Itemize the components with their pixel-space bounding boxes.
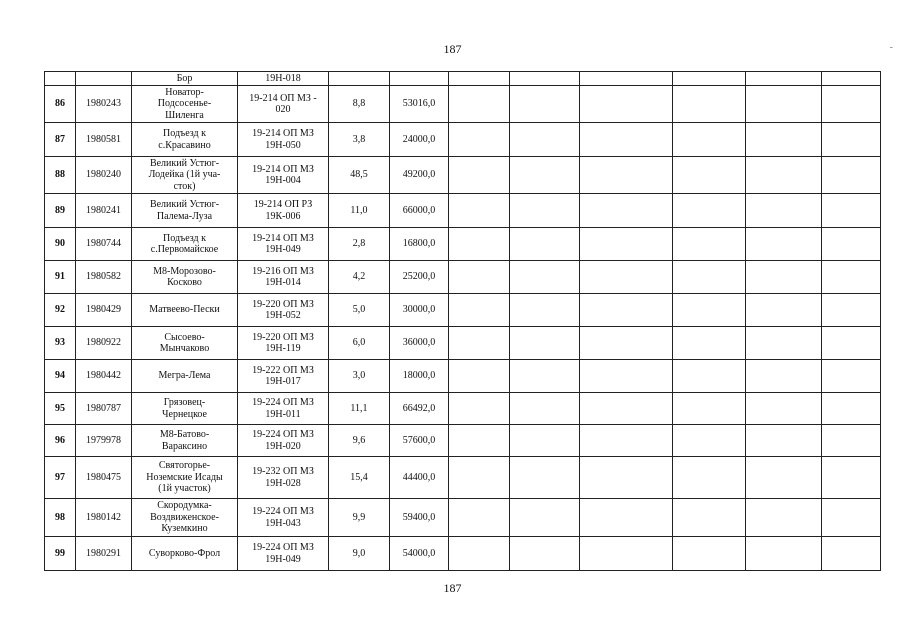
empty-cell xyxy=(580,425,673,457)
id-cell: 1980922 xyxy=(76,327,132,360)
empty-cell xyxy=(580,72,673,86)
empty-cell xyxy=(449,537,510,571)
empty-cell xyxy=(822,327,881,360)
empty-cell xyxy=(746,499,822,537)
table-row-top xyxy=(45,72,881,86)
row-number-cell: 97 xyxy=(45,457,76,499)
road-code-cell: 19-214 ОП МЗ 19Н-049 xyxy=(238,228,329,261)
empty-cell xyxy=(822,123,881,157)
amount-cell: 24000,0 xyxy=(390,123,449,157)
row-number-cell: 86 xyxy=(45,86,76,123)
row-number-cell: 89 xyxy=(45,194,76,228)
amount-cell: 18000,0 xyxy=(390,360,449,393)
empty-cell xyxy=(822,457,881,499)
road-name-cell: Мегра-Лема xyxy=(132,360,238,393)
id-cell: 1980787 xyxy=(76,393,132,425)
road-code-cell: 19-224 ОП МЗ 19Н-020 xyxy=(238,425,329,457)
road-name-cell: Новатор- Подсосенье- Шиленга xyxy=(132,86,238,123)
empty-cell xyxy=(449,499,510,537)
empty-cell xyxy=(822,194,881,228)
road-name-cell: Суворково-Фрол xyxy=(132,537,238,571)
length-cell xyxy=(329,72,390,86)
roads-table xyxy=(44,71,881,571)
empty-cell xyxy=(822,393,881,425)
empty-cell xyxy=(746,72,822,86)
road-name-cell: М8-Батово- Вараксино xyxy=(132,425,238,457)
empty-cell xyxy=(580,228,673,261)
empty-cell xyxy=(580,327,673,360)
road-name-cell: Бор xyxy=(132,72,238,86)
empty-cell xyxy=(510,457,580,499)
length-cell: 4,2 xyxy=(329,261,390,294)
amount-cell: 36000,0 xyxy=(390,327,449,360)
empty-cell xyxy=(746,393,822,425)
length-cell: 6,0 xyxy=(329,327,390,360)
id-cell xyxy=(76,72,132,86)
empty-cell xyxy=(822,294,881,327)
amount-cell: 25200,0 xyxy=(390,261,449,294)
empty-cell xyxy=(510,327,580,360)
row-number-cell: 93 xyxy=(45,327,76,360)
empty-cell xyxy=(510,537,580,571)
amount-cell: 49200,0 xyxy=(390,157,449,194)
empty-cell xyxy=(746,360,822,393)
road-code-cell: 19-220 ОП МЗ 19Н-052 xyxy=(238,294,329,327)
empty-cell xyxy=(449,123,510,157)
road-code-cell: 19-216 ОП МЗ 19Н-014 xyxy=(238,261,329,294)
id-cell: 1980442 xyxy=(76,360,132,393)
row-number-cell: 95 xyxy=(45,393,76,425)
id-cell: 1980142 xyxy=(76,499,132,537)
empty-cell xyxy=(510,360,580,393)
empty-cell xyxy=(673,425,746,457)
amount-cell xyxy=(390,72,449,86)
road-code-cell: 19Н-018 xyxy=(238,72,329,86)
empty-cell xyxy=(449,86,510,123)
row-number-cell: 90 xyxy=(45,228,76,261)
road-code-cell: 19-222 ОП МЗ 19Н-017 xyxy=(238,360,329,393)
empty-cell xyxy=(673,327,746,360)
amount-cell: 53016,0 xyxy=(390,86,449,123)
road-name-cell: Грязовец- Чернецкое xyxy=(132,393,238,425)
empty-cell xyxy=(746,261,822,294)
amount-cell: 44400,0 xyxy=(390,457,449,499)
id-cell: 1980475 xyxy=(76,457,132,499)
empty-cell xyxy=(449,294,510,327)
row-number-cell: 96 xyxy=(45,425,76,457)
road-code-cell: 19-214 ОП МЗ 19Н-004 xyxy=(238,157,329,194)
empty-cell xyxy=(580,157,673,194)
id-cell: 1980240 xyxy=(76,157,132,194)
id-cell: 1979978 xyxy=(76,425,132,457)
table-row xyxy=(45,499,881,537)
empty-cell xyxy=(746,123,822,157)
amount-cell: 59400,0 xyxy=(390,499,449,537)
table-row xyxy=(45,327,881,360)
table-row xyxy=(45,86,881,123)
row-number-cell: 98 xyxy=(45,499,76,537)
empty-cell xyxy=(580,499,673,537)
empty-cell xyxy=(580,86,673,123)
table-row xyxy=(45,457,881,499)
length-cell: 2,8 xyxy=(329,228,390,261)
amount-cell: 16800,0 xyxy=(390,228,449,261)
road-name-cell: Святогорье- Ноземские Исады (1й участок) xyxy=(132,457,238,499)
road-code-cell: 19-220 ОП МЗ 19Н-119 xyxy=(238,327,329,360)
empty-cell xyxy=(822,537,881,571)
empty-cell xyxy=(673,86,746,123)
empty-cell xyxy=(746,327,822,360)
empty-cell xyxy=(449,360,510,393)
empty-cell xyxy=(673,360,746,393)
empty-cell xyxy=(673,228,746,261)
amount-cell: 30000,0 xyxy=(390,294,449,327)
empty-cell xyxy=(580,194,673,228)
road-name-cell: Великий Устюг- Палема-Луза xyxy=(132,194,238,228)
length-cell: 11,0 xyxy=(329,194,390,228)
table-row xyxy=(45,537,881,571)
id-cell: 1980581 xyxy=(76,123,132,157)
length-cell: 3,0 xyxy=(329,360,390,393)
empty-cell xyxy=(673,261,746,294)
id-cell: 1980744 xyxy=(76,228,132,261)
length-cell: 9,6 xyxy=(329,425,390,457)
table-row xyxy=(45,425,881,457)
amount-cell: 54000,0 xyxy=(390,537,449,571)
table-row xyxy=(45,157,881,194)
amount-cell: 57600,0 xyxy=(390,425,449,457)
page-number-bottom: 187 xyxy=(443,581,462,595)
empty-cell xyxy=(673,537,746,571)
empty-cell xyxy=(673,393,746,425)
road-code-cell: 19-214 ОП РЗ 19К-006 xyxy=(238,194,329,228)
row-number-cell xyxy=(45,72,76,86)
empty-cell xyxy=(449,72,510,86)
road-code-cell: 19-214 ОП МЗ 19Н-050 xyxy=(238,123,329,157)
empty-cell xyxy=(510,261,580,294)
empty-cell xyxy=(510,72,580,86)
empty-cell xyxy=(673,72,746,86)
road-code-cell: 19-232 ОП МЗ 19Н-028 xyxy=(238,457,329,499)
road-name-cell: Подъезд к с.Первомайское xyxy=(132,228,238,261)
empty-cell xyxy=(510,499,580,537)
id-cell: 1980291 xyxy=(76,537,132,571)
empty-cell xyxy=(510,393,580,425)
empty-cell xyxy=(580,261,673,294)
empty-cell xyxy=(746,194,822,228)
table-row xyxy=(45,194,881,228)
empty-cell xyxy=(673,499,746,537)
id-cell: 1980429 xyxy=(76,294,132,327)
margin-mark: - xyxy=(889,42,893,53)
road-name-cell: Великий Устюг- Лодейка (1й уча- сток) xyxy=(132,157,238,194)
table-row xyxy=(45,261,881,294)
table-row xyxy=(45,393,881,425)
id-cell: 1980243 xyxy=(76,86,132,123)
road-code-cell: 19-224 ОП МЗ 19Н-049 xyxy=(238,537,329,571)
empty-cell xyxy=(449,393,510,425)
length-cell: 15,4 xyxy=(329,457,390,499)
empty-cell xyxy=(510,294,580,327)
empty-cell xyxy=(449,261,510,294)
table-row xyxy=(45,294,881,327)
empty-cell xyxy=(449,228,510,261)
amount-cell: 66000,0 xyxy=(390,194,449,228)
empty-cell xyxy=(746,157,822,194)
empty-cell xyxy=(510,86,580,123)
table-body xyxy=(45,72,881,571)
empty-cell xyxy=(580,393,673,425)
id-cell: 1980241 xyxy=(76,194,132,228)
empty-cell xyxy=(673,123,746,157)
road-code-cell: 19-224 ОП МЗ 19Н-043 xyxy=(238,499,329,537)
road-name-cell: Сысоево- Мынчаково xyxy=(132,327,238,360)
empty-cell xyxy=(822,157,881,194)
empty-cell xyxy=(822,360,881,393)
empty-cell xyxy=(449,327,510,360)
length-cell: 5,0 xyxy=(329,294,390,327)
amount-cell: 66492,0 xyxy=(390,393,449,425)
empty-cell xyxy=(510,228,580,261)
table-row xyxy=(45,228,881,261)
empty-cell xyxy=(746,457,822,499)
road-name-cell: Матвеево-Пески xyxy=(132,294,238,327)
road-name-cell: М8-Морозово- Косково xyxy=(132,261,238,294)
empty-cell xyxy=(822,228,881,261)
id-cell: 1980582 xyxy=(76,261,132,294)
empty-cell xyxy=(822,425,881,457)
road-name-cell: Скородумка- Воздвиженское- Куземкино xyxy=(132,499,238,537)
empty-cell xyxy=(449,425,510,457)
empty-cell xyxy=(580,537,673,571)
length-cell: 9,0 xyxy=(329,537,390,571)
empty-cell xyxy=(673,194,746,228)
empty-cell xyxy=(510,123,580,157)
empty-cell xyxy=(822,86,881,123)
row-number-cell: 99 xyxy=(45,537,76,571)
empty-cell xyxy=(746,537,822,571)
length-cell: 9,9 xyxy=(329,499,390,537)
empty-cell xyxy=(449,194,510,228)
length-cell: 8,8 xyxy=(329,86,390,123)
empty-cell xyxy=(746,228,822,261)
empty-cell xyxy=(822,499,881,537)
empty-cell xyxy=(673,157,746,194)
road-code-cell: 19-224 ОП МЗ 19Н-011 xyxy=(238,393,329,425)
row-number-cell: 92 xyxy=(45,294,76,327)
empty-cell xyxy=(822,261,881,294)
road-code-cell: 19-214 ОП МЗ - 020 xyxy=(238,86,329,123)
empty-cell xyxy=(510,425,580,457)
page-number-top: 187 xyxy=(443,42,462,56)
length-cell: 11,1 xyxy=(329,393,390,425)
empty-cell xyxy=(510,194,580,228)
empty-cell xyxy=(580,457,673,499)
row-number-cell: 94 xyxy=(45,360,76,393)
empty-cell xyxy=(746,425,822,457)
road-name-cell: Подъезд к с.Красавино xyxy=(132,123,238,157)
empty-cell xyxy=(673,457,746,499)
length-cell: 48,5 xyxy=(329,157,390,194)
row-number-cell: 87 xyxy=(45,123,76,157)
empty-cell xyxy=(580,294,673,327)
empty-cell xyxy=(510,157,580,194)
row-number-cell: 88 xyxy=(45,157,76,194)
empty-cell xyxy=(822,72,881,86)
table-row xyxy=(45,360,881,393)
empty-cell xyxy=(673,294,746,327)
empty-cell xyxy=(746,86,822,123)
row-number-cell: 91 xyxy=(45,261,76,294)
empty-cell xyxy=(449,457,510,499)
empty-cell xyxy=(746,294,822,327)
empty-cell xyxy=(580,360,673,393)
table-row xyxy=(45,123,881,157)
empty-cell xyxy=(449,157,510,194)
empty-cell xyxy=(580,123,673,157)
length-cell: 3,8 xyxy=(329,123,390,157)
